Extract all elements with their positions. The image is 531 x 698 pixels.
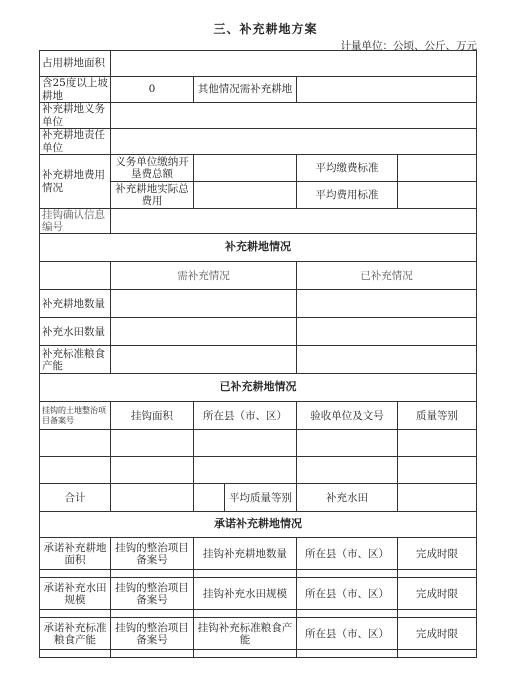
status-paddy-done[interactable] [297, 318, 477, 346]
done-cell[interactable] [111, 430, 194, 457]
row-fee-1 [40, 155, 477, 182]
done-cell[interactable] [40, 457, 111, 484]
duty-unit-value[interactable] [111, 103, 477, 129]
promise-grain-entry-row [40, 650, 477, 658]
fee-avg-cost-value[interactable] [398, 182, 477, 209]
other-need-label: 其他情况需补充耕地 [194, 77, 297, 103]
done-total-label: 合计 [40, 484, 111, 512]
promise-area-deadline: 完成时限 [398, 538, 477, 570]
row-promise-paddy [40, 578, 477, 610]
row-done-heading [40, 374, 477, 402]
status-area-need[interactable] [111, 290, 297, 318]
entry-cell[interactable] [40, 570, 111, 578]
promise-paddy-deadline: 完成时限 [398, 578, 477, 610]
promise-grain-county: 所在县（市、区） [297, 618, 398, 650]
row-status-cols [40, 262, 477, 290]
promise-grain-deadline: 完成时限 [398, 618, 477, 650]
entry-cell[interactable] [297, 650, 398, 658]
resp-unit-value[interactable] [111, 129, 477, 155]
promise-paddy-entry-row [40, 610, 477, 618]
promise-paddy-label: 承诺补充水田规模 [40, 578, 111, 610]
done-cell[interactable] [194, 430, 297, 457]
promise-grain-scale: 挂钩补充标准粮食产能 [194, 618, 297, 650]
resp-unit-label: 补充耕地责任单位 [40, 129, 111, 155]
promise-grain-label: 承诺补充标准粮食产能 [40, 618, 111, 650]
row-status-grain [40, 346, 477, 374]
promise-area-scale: 挂钩补充耕地数量 [194, 538, 297, 570]
status-col-need: 需补充情况 [111, 262, 297, 290]
table-row [40, 457, 477, 484]
unit-note: 计量单位：公顷、公斤、万元 [340, 40, 477, 52]
done-cell[interactable] [40, 430, 111, 457]
done-avg-quality-label: 平均质量等别 [225, 484, 297, 512]
done-cell[interactable] [111, 457, 194, 484]
fee-avg-std-label: 平均缴费标准 [297, 155, 398, 182]
status-grain-need[interactable] [111, 346, 297, 374]
entry-cell[interactable] [398, 570, 477, 578]
done-heading: 已补充耕地情况 [40, 374, 477, 402]
done-cell[interactable] [297, 457, 398, 484]
entry-cell[interactable] [111, 650, 194, 658]
confirm-no-label: 挂钩确认信息编号 [40, 209, 111, 234]
row-promise-area [40, 538, 477, 570]
done-paddy-value[interactable] [398, 484, 477, 512]
page-title: 三、补充耕地方案 [213, 22, 318, 36]
occupied-area-value[interactable] [111, 51, 477, 77]
entry-cell[interactable] [194, 570, 297, 578]
fee-total-label: 义务单位缴纳开垦费总额 [111, 155, 194, 182]
entry-cell[interactable] [111, 610, 194, 618]
slope-label: 含25度以上坡耕地 [40, 77, 111, 103]
fee-total-value[interactable] [194, 155, 297, 182]
done-cell[interactable] [194, 457, 297, 484]
status-area-done[interactable] [297, 290, 477, 318]
promise-area-entry-row [40, 570, 477, 578]
fee-actual-value[interactable] [194, 182, 297, 209]
promise-heading: 承诺补充耕地情况 [40, 512, 477, 538]
done-total-blank[interactable] [194, 484, 225, 512]
supplement-farmland-form [39, 50, 477, 658]
row-done-cols [40, 402, 477, 430]
row-confirm-no [40, 209, 477, 234]
done-col-quality: 质量等别 [398, 402, 477, 430]
promise-paddy-project: 挂钩的整治项目备案号 [111, 578, 194, 610]
row-promise-heading [40, 512, 477, 538]
status-paddy-label: 补充水田数量 [40, 318, 111, 346]
row-duty-unit [40, 103, 477, 129]
row-status-paddy [40, 318, 477, 346]
done-cell[interactable] [398, 430, 477, 457]
promise-paddy-scale: 挂钩补充水田规模 [194, 578, 297, 610]
row-done-total [40, 484, 477, 512]
done-paddy-label: 补充水田 [297, 484, 398, 512]
entry-cell[interactable] [194, 650, 297, 658]
status-paddy-need[interactable] [111, 318, 297, 346]
row-status-area [40, 290, 477, 318]
status-area-label: 补充耕地数量 [40, 290, 111, 318]
status-col-done: 已补充情况 [297, 262, 477, 290]
row-slope [40, 77, 477, 103]
promise-paddy-county: 所在县（市、区） [297, 578, 398, 610]
entry-cell[interactable] [40, 650, 111, 658]
done-col-project: 挂钩的土地整治项目备案号 [40, 402, 111, 430]
confirm-no-value[interactable] [111, 209, 477, 234]
fee-label: 补充耕地费用情况 [40, 155, 111, 209]
duty-unit-label: 补充耕地义务单位 [40, 103, 111, 129]
done-cell[interactable] [398, 457, 477, 484]
status-heading: 补充耕地情况 [40, 234, 477, 262]
promise-area-project: 挂钩的整治项目备案号 [111, 538, 194, 570]
row-occupied-area [40, 51, 477, 77]
promise-area-label: 承诺补充耕地面积 [40, 538, 111, 570]
status-corner [40, 262, 111, 290]
done-cell[interactable] [297, 430, 398, 457]
slope-value[interactable]: 0 [111, 77, 194, 103]
done-col-county: 所在县（市、区） [194, 402, 297, 430]
done-col-area: 挂钩面积 [111, 402, 194, 430]
row-resp-unit [40, 129, 477, 155]
fee-actual-label: 补充耕地实际总费用 [111, 182, 194, 209]
fee-avg-std-value[interactable] [398, 155, 477, 182]
row-status-heading [40, 234, 477, 262]
done-col-unit: 验收单位及文号 [297, 402, 398, 430]
entry-cell[interactable] [194, 610, 297, 618]
status-grain-label: 补充标准粮食产能 [40, 346, 111, 374]
entry-cell[interactable] [297, 610, 398, 618]
entry-cell[interactable] [398, 610, 477, 618]
entry-cell[interactable] [398, 650, 477, 658]
other-need-value[interactable] [297, 77, 477, 103]
status-grain-done[interactable] [297, 346, 477, 374]
promise-area-county: 所在县（市、区） [297, 538, 398, 570]
entry-cell[interactable] [40, 610, 111, 618]
promise-grain-project: 挂钩的整治项目备案号 [111, 618, 194, 650]
fee-avg-cost-label: 平均费用标准 [297, 182, 398, 209]
entry-cell[interactable] [297, 570, 398, 578]
done-total-value[interactable] [111, 484, 194, 512]
entry-cell[interactable] [111, 570, 194, 578]
occupied-area-label: 占用耕地面积 [40, 51, 111, 77]
row-promise-grain [40, 618, 477, 650]
table-row [40, 430, 477, 457]
